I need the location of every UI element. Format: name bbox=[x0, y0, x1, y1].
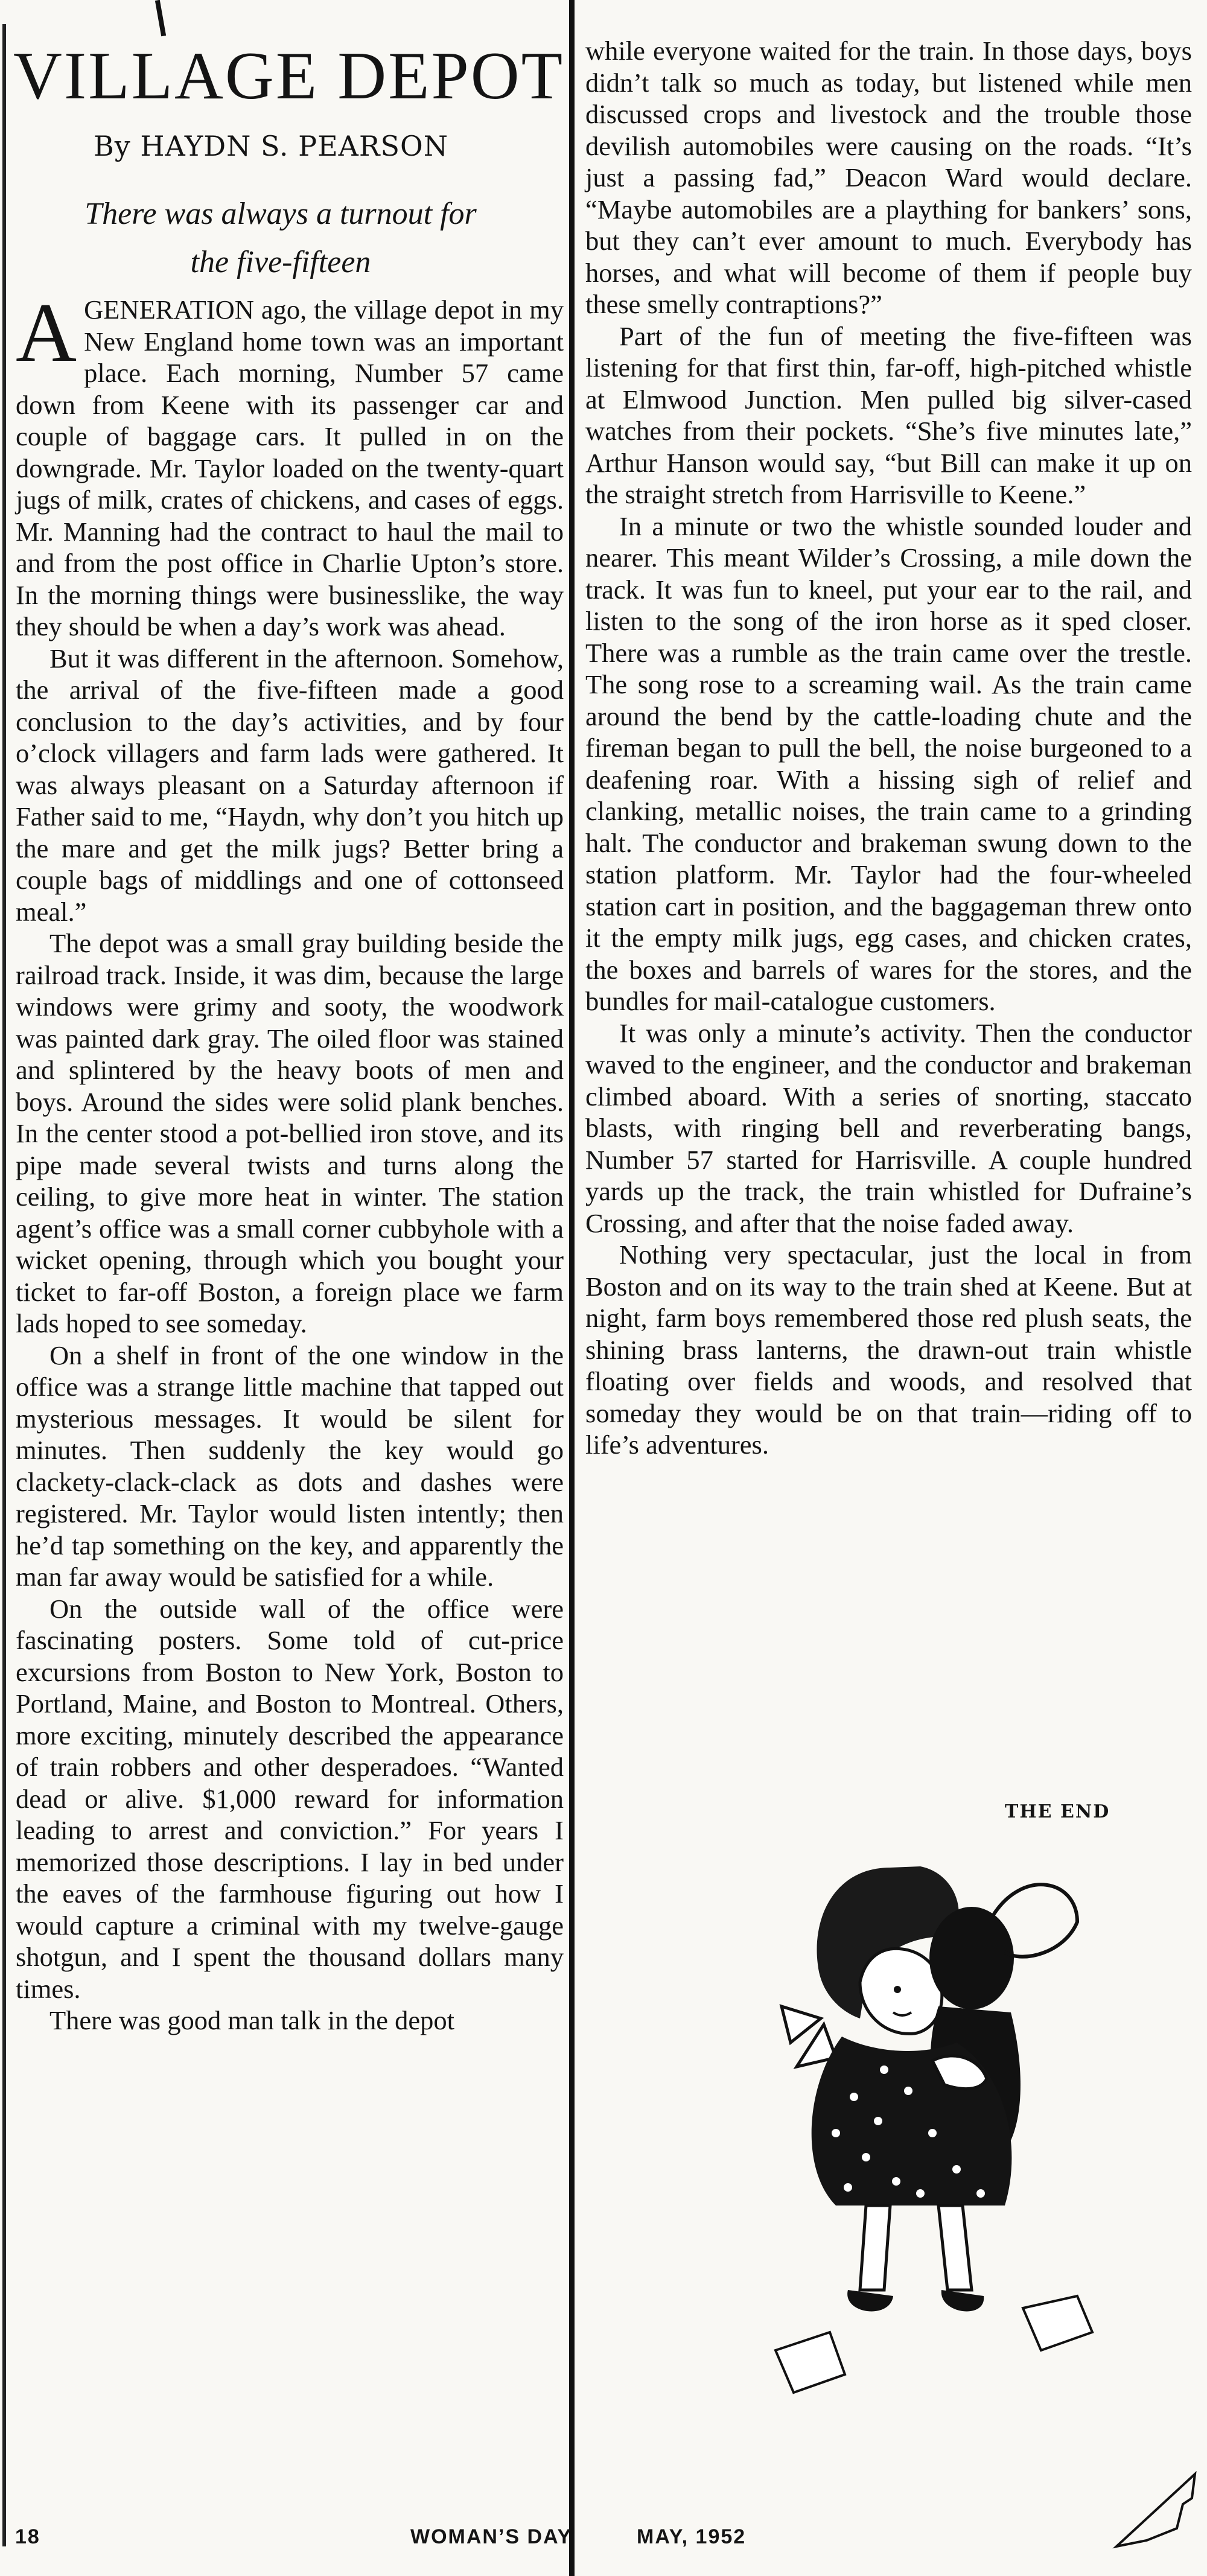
right-column bbox=[585, 35, 1192, 1461]
article-deck bbox=[0, 190, 561, 287]
paragraph: The depot was a small gray building beside the railroad track. Inside, it was dim, because the large windows were grimy and sooty, the woodwork was painted dark gray. The oiled floor was stained and splintered by the heavy boots of men and boys. Around the sides were solid plank benches. In the center stood a pot-bellied iron stove, and its pipe made several twists and turns along the ceiling, to give more heat in winter. The station agent’s office was a small corner cubbyhole with a wicket opening, through which you bought your ticket to far-off Boston, a foreign place we farm lads hoped to see someday. bbox=[16, 928, 564, 1338]
left-column bbox=[16, 286, 564, 2037]
paragraph: It was only a minute’s activity. Then the conductor waved to the engineer, and the conductor and brakeman climbed aboard. With a series of snorting, staccato blasts, with ringing bell and reverberating bangs, Number 57 started for Harrisville. A couple hundred yards up the track, the train whistled for Dufraine’s Crossing, and after that the noise faded away. bbox=[585, 1017, 1192, 1238]
paragraph: while everyone waited for the train. In those days, boys didn’t talk so much as today, but listened while men discussed crops and livestock and the trouble those devilish automobiles were causing on the roads. “It’s just a passing fad,” Deacon Ward would declare. “Maybe automobiles are a plaything for bankers’ sons, but they can’t ever amount to much. Everybody has horses, and what will become of them if people buy these smelly contraptions?” bbox=[585, 36, 1192, 319]
paragraph: There was good man talk in the depot bbox=[49, 2005, 455, 2035]
paragraph: Part of the fun of meeting the five-fifteen was listening for that first thin, far-off, high-pitched whistle at Elmwood Junction. Men pulled big silver-cased watches from their pockets. “She’s five minutes late,” Arthur Hanson would say, “but Bill can make it up on the straight stretch from Harrisville to Keene.” bbox=[585, 320, 1192, 509]
paragraph: On a shelf in front of the one window in the office was a strange little machine that tapped out mysterious messages. It would be silent for minutes. Then suddenly the key would go clackety-clack-clack as dots and dashes were registered. Mr. Taylor would listen intently; then he’d tap something on the key, and apparently the man far away would be satisfied for a while. bbox=[16, 1340, 564, 1592]
magazine-name: WOMAN’S DAY bbox=[410, 2525, 573, 2548]
page-number: 18 bbox=[15, 2525, 40, 2548]
deck-line: the five-fifteen bbox=[190, 245, 371, 279]
corner-tear-mark bbox=[1110, 2462, 1201, 2552]
paragraph bbox=[16, 286, 564, 643]
issue-date: MAY, 1952 bbox=[637, 2525, 747, 2548]
page-edge-rule bbox=[2, 24, 6, 2546]
paragraph-text: GENERATION ago, the village depot in my New England home town was an important place. Each morning, Number 57 came down from Keene with its passenger car and couple of baggage cars. It pulled in on the downgrade. Mr. Taylor loaded on the twenty-quart jugs of milk, crates of chickens, and cases of eggs. Mr. Manning had the contract to haul the mail to and from the post office in Charlie Upton’s store. In the morning things were businesslike, the way they should be when a day’s work was ahead. bbox=[16, 294, 564, 641]
paragraph: On the outside wall of the office were fascinating posters. Some told of cut-price excursions from Boston to New York, Boston to Portland, Maine, and Boston to Montreal. Others, more exciting, minutely described the appearance of train robbers and other desperadoes. “Wanted dead or alive. $1,000 reward for information leading to arrest and conviction.” For years I memorized those descriptions. I lay in bed under the eaves of the farmhouse figuring out how I would capture a criminal with my twelve-gauge shotgun, and I spent the thousand dollars many times. bbox=[16, 1593, 564, 2004]
article-title: VILLAGE DEPOT bbox=[13, 39, 565, 113]
paragraph: Nothing very spectacular, just the local in from Boston and on its way to the train shed at Keene. But at night, farm boys remembered those red plush seats, the shining brass lanterns, the drawn-out train whistle floating over fields and woods, and resolved that someday they would be on that train—riding off to life’s adventures. bbox=[585, 1239, 1192, 1460]
column-divider bbox=[569, 0, 575, 2576]
paragraph: But it was different in the afternoon. Somehow, the arrival of the five-fifteen made a good conclusion to the day’s activities, and by four o’clock villagers and farm lads were gathered. It was always pleasant on a Saturday afternoon if Father said to me, “Haydn, why don’t you hitch up the mare and get the milk jugs? Better bring a couple bags of middlings and one of cottonseed meal.” bbox=[16, 643, 564, 927]
deck-line: There was always a turnout for bbox=[84, 197, 477, 231]
article-byline: By HAYDN S. PEARSON bbox=[94, 130, 448, 162]
drop-cap: A bbox=[16, 286, 77, 380]
paragraph: In a minute or two the whistle sounded louder and nearer. This meant Wilder’s Crossing, a mile down the track. It was fun to kneel, put your ear to the rail, and listen to the song of the iron horse as it sped closer. There was a rumble as the train came over the trestle. The song rose to a screaming wail. As the train came around the bend by the cattle-loading chute and the fireman began to pull the bell, the noise burgeoned to a deafening roar. With a hissing sigh of relief and clanking, metallic noises, the train came to a grinding halt. The conductor and brakeman swung down to the station platform. Mr. Taylor had the four-wheeled station cart in position, and the baggageman threw onto it the empty milk jugs, egg cases, and chicken crates, the boxes and barrels of wares for the stores, and the bundles for mail-catalogue customers. bbox=[585, 510, 1192, 1016]
girl-hugging-doll-icon bbox=[739, 1831, 1186, 2405]
torn-edge-mark bbox=[155, 0, 166, 36]
end-mark: THE END bbox=[1005, 1801, 1110, 1822]
